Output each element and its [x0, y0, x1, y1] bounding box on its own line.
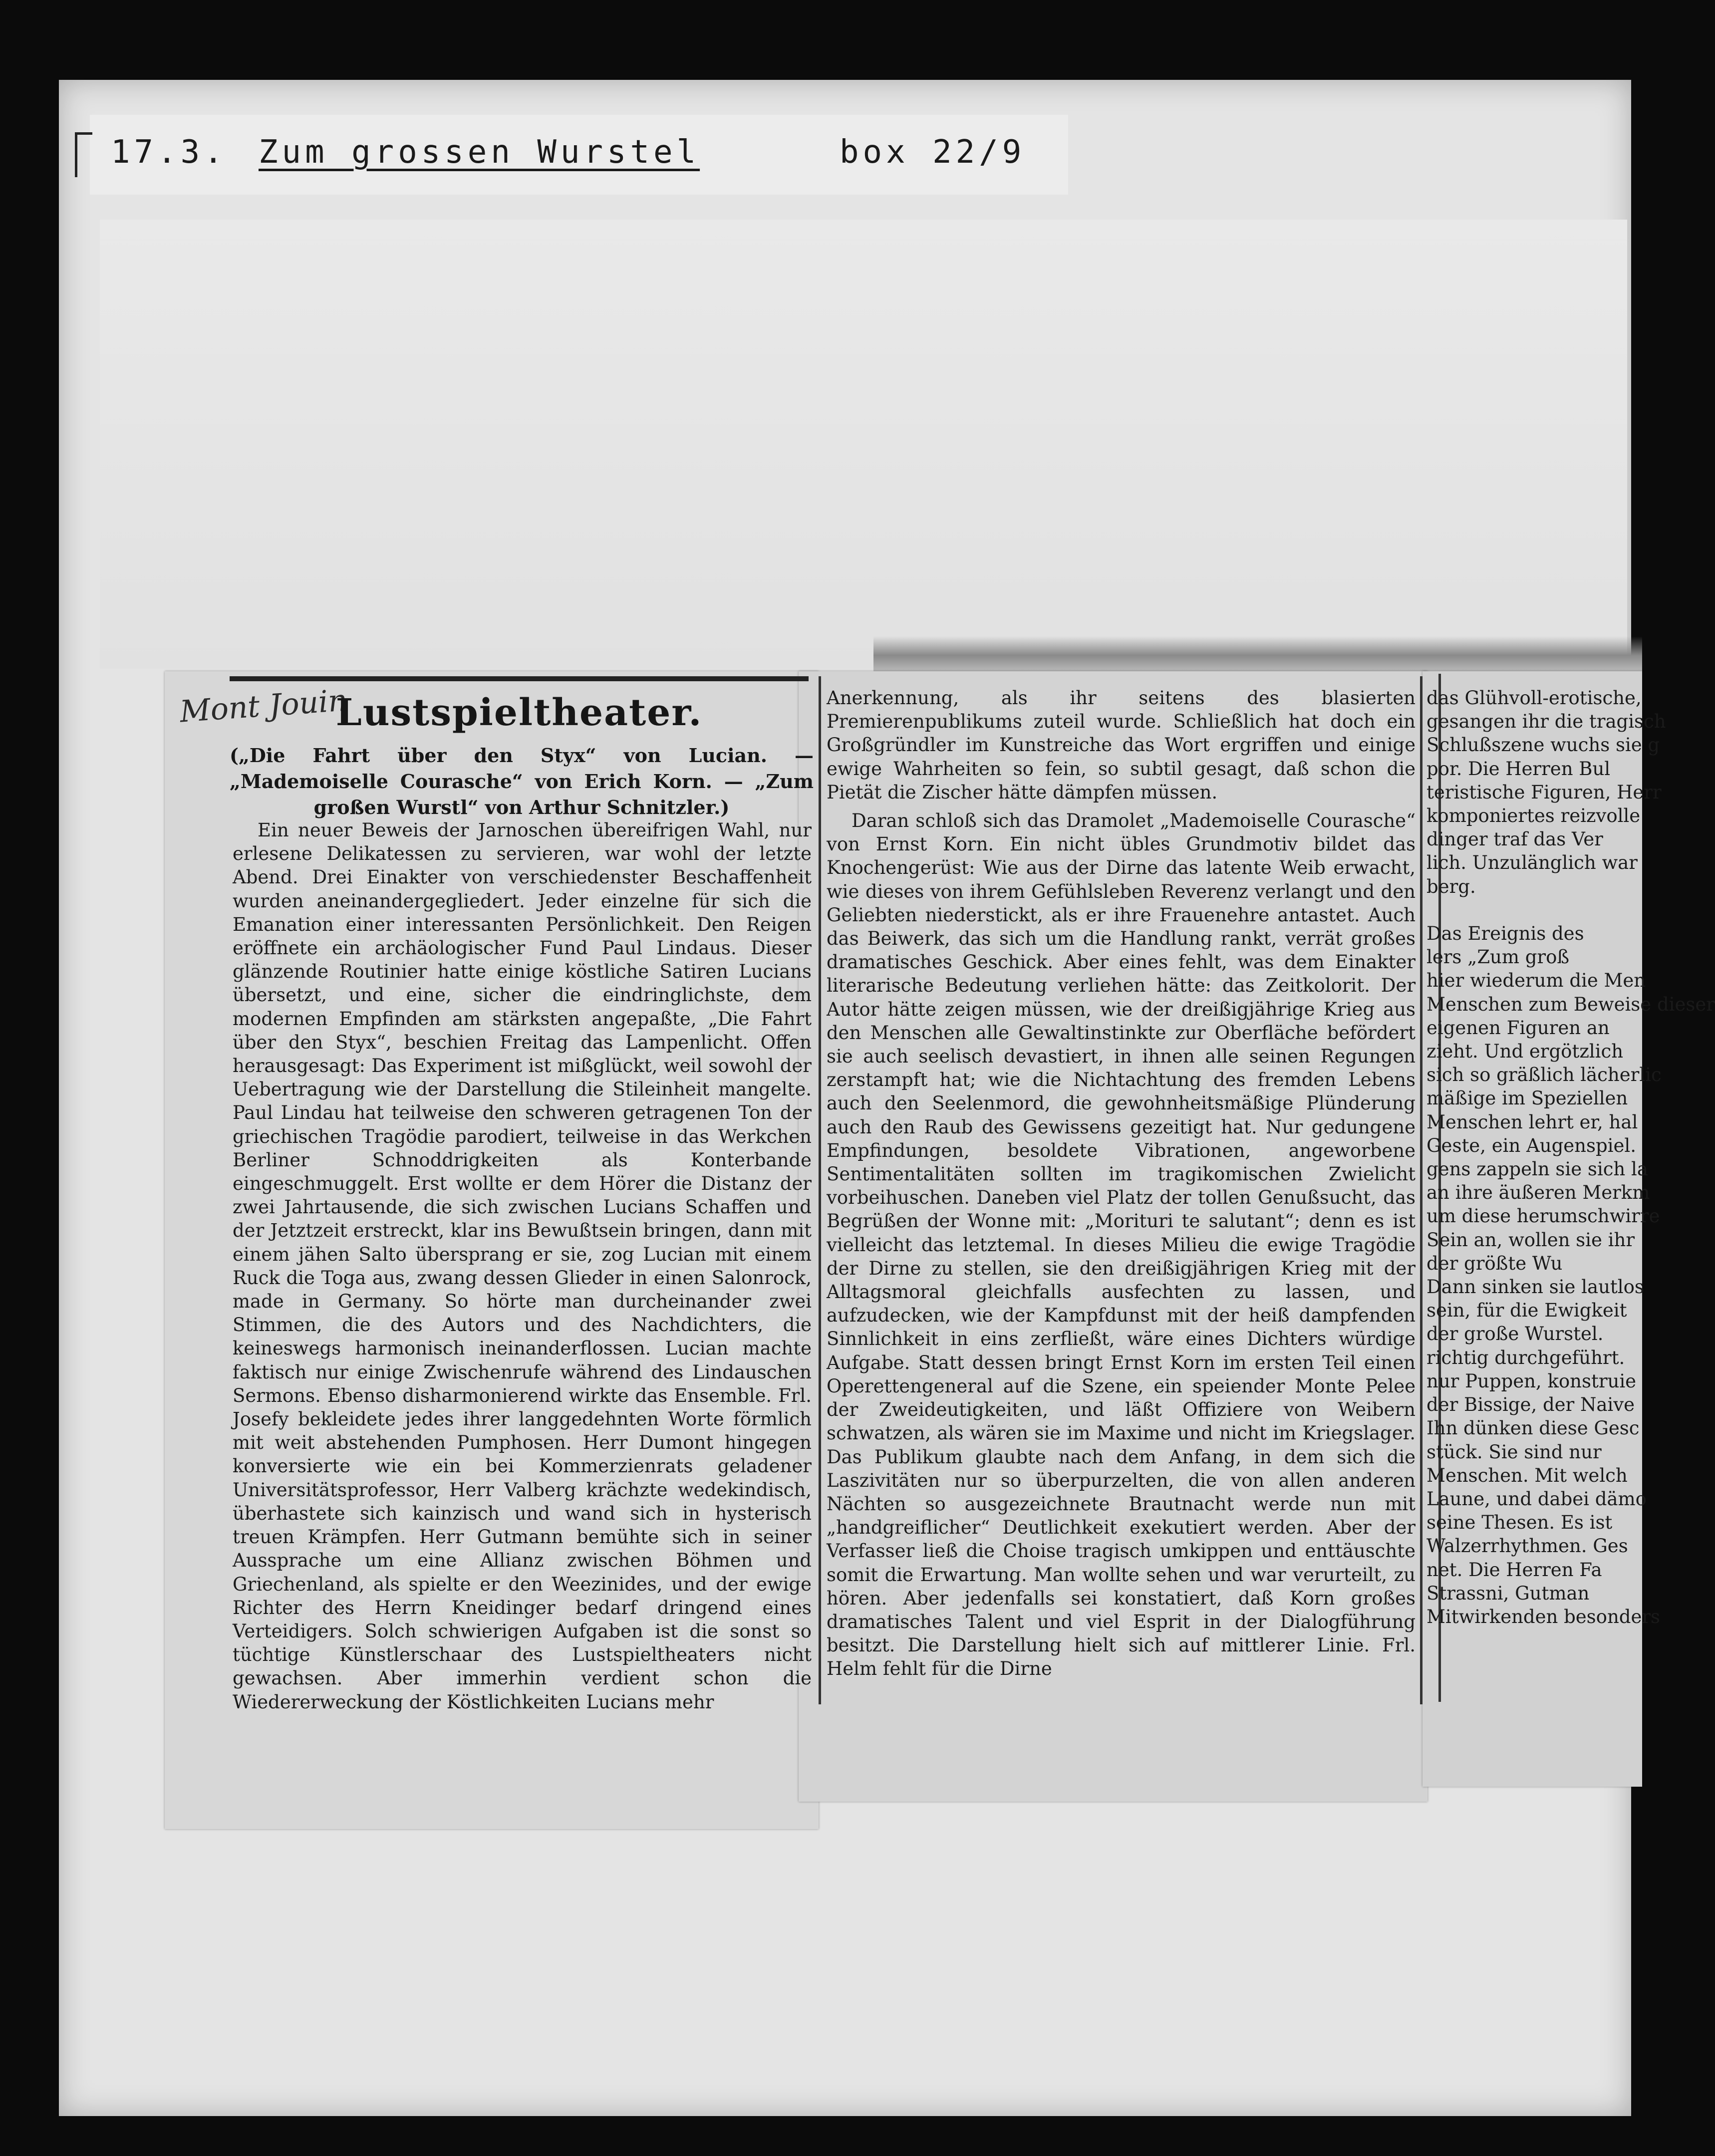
article-line: mäßige im Speziellen: [1427, 1087, 1628, 1109]
article-line: lers „Zum groß: [1427, 946, 1570, 968]
article-line: nur Puppen, konstruie: [1427, 1370, 1637, 1392]
article-line: stück. Sie sind nur: [1427, 1441, 1602, 1463]
article-line: der große Wurstel.: [1427, 1323, 1604, 1345]
column-divider: [819, 676, 821, 1704]
article-line: Walzerrhythmen. Ges: [1427, 1535, 1628, 1557]
article-line: Sein an, wollen sie ihr: [1427, 1229, 1635, 1251]
article-line: berg.: [1427, 875, 1476, 897]
article-line: net. Die Herren Fa: [1427, 1559, 1602, 1581]
article-line: der Bissige, der Naive: [1427, 1394, 1635, 1416]
article-line: Schlußszene wuchs sie g: [1427, 734, 1660, 756]
article-masthead: Lustspieltheater.: [335, 691, 703, 734]
article-line: por. Die Herren Bul: [1427, 758, 1611, 780]
archive-box: box 22/9: [840, 134, 1026, 171]
article-line: Menschen lehrt er, hal: [1427, 1111, 1638, 1133]
article-line: sich so gräßlich lächerlic: [1427, 1064, 1662, 1086]
article-line: gens zappeln sie sich la: [1427, 1158, 1648, 1180]
archive-number: 17.3.: [111, 134, 227, 171]
article-line: dinger traf das Ver: [1427, 828, 1603, 850]
label-corner-mark: [75, 132, 92, 177]
article-line: zieht. Und ergötzlich: [1427, 1041, 1624, 1063]
article-line: Laune, und dabei dämo: [1427, 1488, 1647, 1510]
blank-paper-area: [100, 220, 1627, 669]
article-line: lich. Unzulänglich war: [1427, 852, 1638, 874]
archive-title: Zum grossen Wurstel: [259, 134, 700, 171]
article-line: Strassni, Gutman: [1427, 1582, 1590, 1604]
article-line: Geste, ein Augenspiel.: [1427, 1134, 1637, 1156]
article-line: Menschen. Mit welch: [1427, 1464, 1628, 1486]
article-line: Mitwirkenden besonders: [1427, 1606, 1661, 1627]
article-paragraph: Anerkennung, als ihr seitens des blasierten Premierenpublikums zuteil wurde. Schließlich hat doch ein Großgründler im Kunstreiche das Wort ergriffen und einige ewige Wahrheiten so fein, so subtil gesagt, daß schon die Pietät die Zischer hätte dämpfen müssen.: [827, 687, 1416, 803]
article-line: das Glühvoll-erotische,: [1427, 687, 1642, 709]
article-line: der größte Wu: [1427, 1252, 1563, 1274]
article-line: gesangen ihr die tragisch: [1427, 711, 1666, 733]
article-line: [1427, 898, 1642, 922]
article-subhead: („Die Fahrt über den Styx“ von Lucian. — „Mademoiselle Courasche“ von Erich Korn. — „Zum großen Wurstl“ von Arthur Schnitzler.): [230, 744, 814, 818]
column-top-rule: [230, 676, 809, 681]
article-line: sein, für die Ewigkeit: [1427, 1300, 1627, 1322]
article-column-1: [233, 818, 812, 1713]
article-paragraph: Daran schloß sich das Dramolet „Mademoiselle Courasche“ von Ernst Korn. Ein nicht übles Grundmotiv bildet das Knochengerüst: Wie aus der Dirne das latente Weib erwacht, wie dieses von ihrem Gefühlsleben Reverenz verlangt und den Geliebten niederstickt, als er ihre Frauenehre antastet. Auch das Beiwerk, das sich um die Handlung rankt, verrät großes dramatisches Geschick. Aber eines fehlt, was dem Einakter literarische Bedeutung verliehen hätte: das Zeitkolorit. Der Autor hätte zeigen müssen, wie der dreißigjährige Krieg aus den Menschen alle Gewaltinstinkte zur Oberfläche befördert sie auch seelisch devastiert, in ihnen alle seinen Regungen zerstampft hat; wie die Nichtachtung des fremden Lebens auch den Seelenmord, die gewohnheitsmäßige Plünderung auch den Raub des Gewissens gezeitigt hat. Nur gedungene Empfindungen, besoldete Vibrationen, angeworbene Sentimentalitäten sollten im tragikomischen Zwielicht vorbeihuschen. Daneben viel Platz der tollen Genußsucht, das Begrüßen der Wonne mit: „Morituri te salutant“; denn es ist vielleicht das letztemal. In dieses Milieu die ewige Tragödie der Dirne zu stellen, sie den dreißigjährigen Krieg mit der Alltagsmoral gleichfalls ausfechten zu lassen, und aufzudecken, wie der Kampfdunst mit der heiß dampfenden Sinnlichkeit in eins zerfließt, wäre eines Dichters würdige Aufgabe. Statt dessen bringt Ernst Korn im ersten Teil einen Operettengeneral auf die Szene, ein speiender Monte Pelee der Zweideutigkeiten, und läßt Offiziere von Weibern schwatzen, als wären sie im Maxime und nicht im Kriegslager. Das Publikum glaubte nach dem Anfang, in dem sich die Laszivitäten nur so überpurzelten, die von allen anderen Nächten so ausgezeichnete Brautnacht werde nun mit „handgreiflicher“ Deutlichkeit exekutiert werden. Aber der Verfasser ließ die Choise tragisch umkippen und enttäuschte somit die Erwartung. Man wollte sehen und war verurteilt, zu hören. Aber jedenfalls sei konstatiert, daß Korn großes dramatisches Talent und viel Esprit in der Dialogführung besitzt. Die Darstellung hielt sich auf mittlerer Linie. Frl. Helm fehlt für die Dirne: [827, 810, 1416, 1680]
article-line: Menschen zum Beweise dieser: [1427, 993, 1715, 1015]
column-divider: [1420, 676, 1423, 1704]
article-line: richtig durchgeführt.: [1427, 1347, 1625, 1368]
article-line: teristische Figuren, Herr: [1427, 781, 1662, 803]
article-column-2: [827, 686, 1416, 1707]
article-line: Ihn dünken diese Gesc: [1427, 1417, 1640, 1439]
handwritten-note: Mont Jouin: [178, 683, 349, 730]
article-line: hier wiederum die Men: [1427, 970, 1646, 992]
article-line: an ihre äußeren Merkm: [1427, 1182, 1650, 1204]
article-line: eigenen Figuren an: [1427, 1017, 1610, 1039]
article-paragraph: Ein neuer Beweis der Jarnoschen übereifrigen Wahl, nur erlesene Delikatessen zu servieren, war wohl der letzte Abend. Drei Einakter von verschiedenster Beschaffenheit wurden aneinandergegliedert. Jeder einzelne für sich die Emanation einer interessanten Persönlichkeit. Den Reigen eröffnete ein archäologischer Fund Paul Lindaus. Dieser glänzende Routinier hatte einige köstliche Satiren Lucians übersetzt, und eine, sicher die eindringlichste, dem modernen Empfinden am stärksten angepaßte, „Die Fahrt über den Styx“, beschien Freitag das Lampenlicht. Offen herausgesagt: Das Experiment ist mißglückt, weil sowohl der Uebertragung wie der Darstellung die Stileinheit mangelte. Paul Lindau hat teilweise den schweren getragenen Ton der griechischen Tragödie parodiert, teilweise in das Werkchen Berliner Schnoddrigkeiten als Konterbande eingeschmuggelt. Erst wollte er dem Hörer die Distanz der zwei Jahrtausende, die sich zwischen Lucians Schaffen und der Jetztzeit erstreckt, klar ins Bewußtsein bringen, dann mit einem jähen Salto übersprang er sie, zog Lucian mit einem Ruck die Toga aus, zwang dessen Glieder in einen Salonrock, made in Germany. So hörte man durcheinander zwei Stimmen, die des Autors und des Nachdichters, die keineswegs harmonisch ineinanderflossen. Lucian machte faktisch nur einige Zwischenrufe während des Lindauschen Sermons. Ebenso disharmonierend wirkte das Ensemble. Frl. Josefy bekleidete jedes ihrer langgedehnten Worte förmlich mit weit abstehenden Pumphosen. Herr Dumont hingegen konversierte wie ein bei Kommerzienrats geladener Universitätsprofessor, Herr Valberg krächzte wedekindisch, überhastete sich kainzisch und wand sich in hysterisch treuen Krämpfen. Herr Gutmann bemühte sich in seiner Aussprache um eine Allianz zwischen Böhmen und Griechenland, als spielte er den Weezinides, und der ewige Richter des Herrn Kneidinger bedarf dringend eines Verteidigers. Solch schwierigen Aufgaben ist die sonst so tüchtige Künstlerschaar des Lustspieltheaters nicht gewachsen. Aber immerhin verdient schon die Wiedererweckung der Köstlichkeiten Lucians mehr: [233, 819, 812, 1713]
article-line: um diese herumschwirre: [1427, 1205, 1660, 1227]
article-column-3: [1427, 686, 1715, 1672]
article-line: Das Ereignis des: [1427, 923, 1584, 945]
article-line: Dann sinken sie lautlos: [1427, 1276, 1644, 1298]
article-line: komponiertes reizvolle: [1427, 805, 1641, 827]
article-line: seine Thesen. Es ist: [1427, 1512, 1613, 1534]
